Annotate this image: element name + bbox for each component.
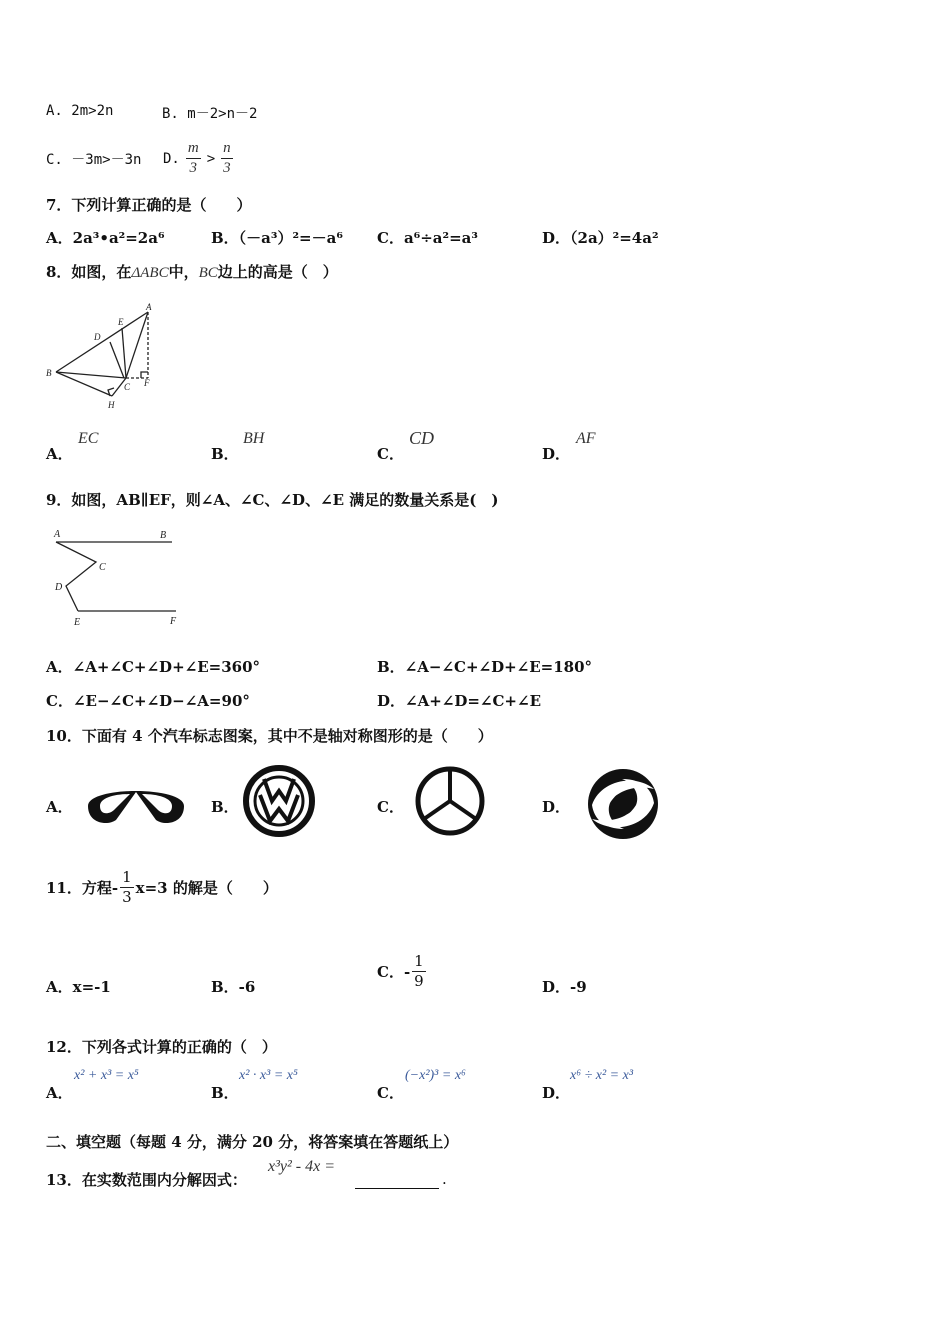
q7-option-b: B．（－a³）²=－a⁶ xyxy=(211,229,343,247)
q10-stem: 10．下面有 4 个汽车标志图案，其中不是轴对称图形的是（ ） xyxy=(46,727,493,745)
q11-option-c-den: 9 xyxy=(414,972,424,990)
q8-option-c-value: CD xyxy=(409,428,435,448)
q8-stem xyxy=(46,261,338,282)
q6-option-d-label: D. xyxy=(163,150,180,167)
q6-option-c: C. －3m>－3n xyxy=(46,152,142,168)
q13-answer-blank[interactable] xyxy=(355,1170,439,1189)
q6-frac-right-den: 3 xyxy=(223,160,231,176)
q11-stem-pre: 11．方程- xyxy=(46,879,119,897)
q9-figure-label-b: B xyxy=(160,530,167,541)
q12-option-d-label: D． xyxy=(542,1084,571,1102)
q11-option-c-label: C．- xyxy=(377,963,411,981)
q6-gt-sign: > xyxy=(206,150,216,167)
q6-frac-right-num: n xyxy=(221,141,233,159)
q7-option-d: D．（2a）²=4a² xyxy=(542,229,659,247)
q8-option-d-label: D． xyxy=(542,445,571,463)
q11-option-c xyxy=(377,954,426,989)
q9-figure-label-a: A xyxy=(54,529,61,540)
q8-triangle-figure xyxy=(44,300,164,412)
q8-figure-label-e: E xyxy=(118,317,124,327)
q11-frac-den: 3 xyxy=(122,888,132,906)
q12-option-b-label: B． xyxy=(211,1084,239,1102)
q10-option-a-label: A． xyxy=(46,798,73,816)
q8-option-a-value: EC xyxy=(78,430,99,447)
q12-option-b-expr: x² · x³ = x⁵ xyxy=(239,1068,298,1083)
infiniti-logo-icon xyxy=(84,780,188,832)
q8-figure-label-c: C xyxy=(124,382,131,392)
q10-option-b-label: B． xyxy=(211,798,239,816)
q6-option-a: A. 2m>2n xyxy=(46,103,114,119)
q6-frac-left-num: m xyxy=(186,141,201,159)
q7-option-a: A．2a³•a²=2a⁶ xyxy=(46,229,165,247)
q9-stem: 9．如图，AB∥EF，则∠A、∠C、∠D、∠E 满足的数量关系是( ) xyxy=(46,491,499,509)
q11-stem-post: x=3 的解是（ ） xyxy=(135,879,278,897)
q6-option-d xyxy=(163,141,233,176)
q8-stem-mid: 中， xyxy=(168,263,199,281)
q8-figure-label-f: F xyxy=(144,378,150,388)
q13-period: . xyxy=(442,1170,447,1188)
q7-stem: 7．下列计算正确的是（ ） xyxy=(46,196,252,214)
q11-option-d: D．-9 xyxy=(542,978,587,996)
q8-option-a-label: A． xyxy=(46,445,73,463)
q8-option-b-label: B． xyxy=(211,445,239,463)
q8-triangle: ΔABC xyxy=(131,265,169,281)
q7-option-c: C．a⁶÷a²=a³ xyxy=(377,229,478,247)
q11-option-b: B．-6 xyxy=(211,978,256,996)
q9-parallel-lines-figure xyxy=(48,526,188,630)
q10-option-c-label: C． xyxy=(377,798,404,816)
q12-stem: 12．下列各式计算的正确的（ ） xyxy=(46,1038,277,1056)
q8-figure-label-h: H xyxy=(108,400,115,410)
q13-expression: x³y² - 4x = xyxy=(268,1158,336,1175)
q6-option-b: B. m－2>n－2 xyxy=(162,106,258,122)
q9-figure-label-f: F xyxy=(170,616,177,627)
q9-figure-label-e: E xyxy=(74,617,81,628)
q8-figure-label-a: A xyxy=(146,302,152,312)
q6-fraction-right xyxy=(221,141,233,176)
section-title-fill-in: 二、填空题（每题 4 分，满分 20 分，将答案填在答题纸上） xyxy=(46,1133,459,1151)
q9-option-d: D．∠A+∠D=∠C+∠E xyxy=(377,692,542,710)
q11-option-c-fraction xyxy=(412,954,426,989)
q6-frac-left-den: 3 xyxy=(189,160,198,176)
q11-option-c-num: 1 xyxy=(414,952,424,970)
q8-side-bc: BC xyxy=(198,265,218,281)
q9-option-a: A．∠A+∠C+∠D+∠E=360° xyxy=(46,658,261,676)
q11-fraction xyxy=(120,870,134,905)
q8-option-d-value: AF xyxy=(576,430,596,447)
q8-stem-pre: 8．如图，在 xyxy=(46,263,132,281)
q8-option-b-value: BH xyxy=(243,430,265,447)
volkswagen-logo-icon xyxy=(240,765,318,837)
q11-option-a: A．x=-1 xyxy=(46,978,111,996)
q12-option-c-label: C． xyxy=(377,1084,404,1102)
q8-figure-label-b: B xyxy=(46,368,52,378)
q11-frac-num: 1 xyxy=(122,868,132,886)
q10-option-d-label: D． xyxy=(542,798,571,816)
q9-figure-label-c: C xyxy=(99,562,106,573)
mercedes-logo-icon xyxy=(410,765,490,837)
dongfeng-logo-icon xyxy=(582,767,664,841)
q9-option-b: B．∠A−∠C+∠D+∠E=180° xyxy=(377,658,593,676)
q9-figure-label-d: D xyxy=(55,582,63,593)
q12-option-d-expr: x⁶ ÷ x² = x³ xyxy=(570,1068,634,1083)
q9-option-c: C．∠E−∠C+∠D−∠A=90° xyxy=(46,692,250,710)
q6-fraction-left xyxy=(186,141,201,176)
q12-option-a-expr: x² + x³ = x⁵ xyxy=(74,1068,139,1083)
q11-stem xyxy=(46,870,278,905)
q8-stem-post: 边上的高是（ ） xyxy=(217,263,338,281)
q12-option-a-label: A． xyxy=(46,1084,73,1102)
q13-stem: 13．在实数范围内分解因式： xyxy=(46,1171,247,1189)
q12-option-c-expr: (−x²)³ = x⁶ xyxy=(405,1068,466,1083)
q8-figure-label-d: D xyxy=(94,332,101,342)
q8-option-c-label: C． xyxy=(377,445,404,463)
